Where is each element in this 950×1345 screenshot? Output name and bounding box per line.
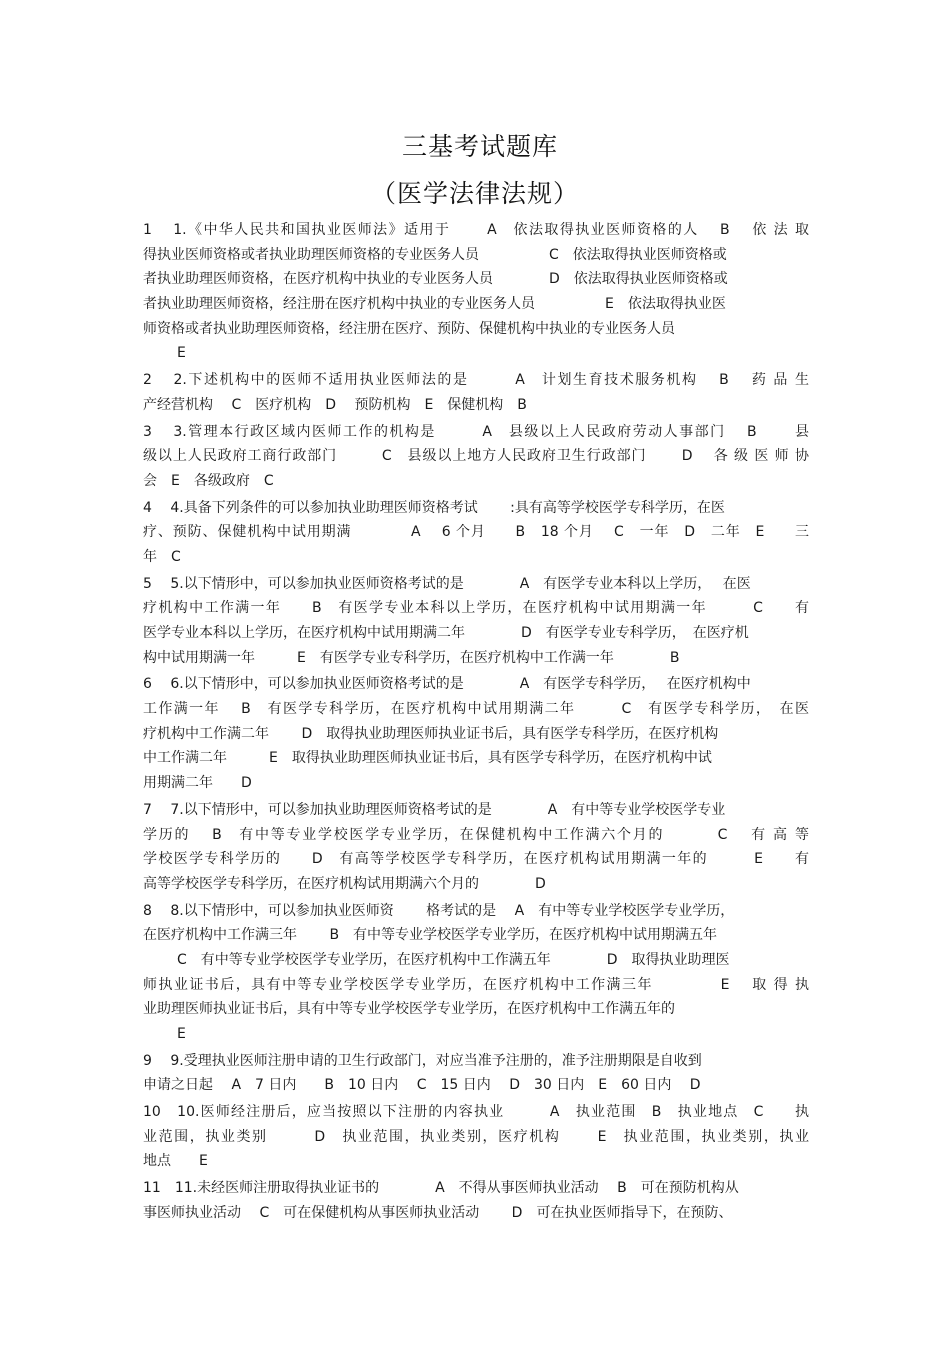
question-text-line: 会 E 各级政府 C: [143, 472, 274, 489]
question-text-line: 8 8.以下情形中，可以参加执业医师资 格考试的是 A 有中等专业学校医学专业学历，: [143, 902, 735, 919]
question-text-line: 事医师执业活动 C 可在保健机构从事医师执业活动 D 可在执业医师指导下，在预防、: [143, 1204, 733, 1221]
question-item: [143, 1176, 809, 1225]
question-text-line: 疗、预防、保健机构中试用期满 A 6 个月 B 18 个月 C 一年 D 二年 E 三: [143, 524, 809, 541]
question-text-line: 4 4.具备下列条件的可以参加执业助理医师资格考试 :具有高等学校医学专科学历，在医: [143, 499, 725, 516]
question-text-line: 者执业助理医师资格，在医疗机构中执业的专业医务人员 D 依法取得执业医师资格或: [143, 271, 728, 288]
question-item: [143, 1100, 809, 1174]
question-text-line: 11 11.未经医师注册取得执业证书的 A 不得从事医师执业活动 B 可在预防机构从: [143, 1180, 739, 1197]
question-text-line: C 有中等专业学校医学专业学历，在医疗机构中工作满五年 D 取得执业助理医: [177, 951, 730, 968]
question-text-line: 疗机构中工作满二年 D 取得执业助理医师执业证书后，具有医学专科学历，在医疗机构: [143, 725, 719, 742]
question-text-line: 6 6.以下情形中，可以参加执业医师资格考试的是 A 有医学专科学历， 在医疗机构中: [143, 676, 751, 693]
question-text-line: 高等学校医学专科学历，在医疗机构试用期满六个月的 D: [143, 875, 546, 892]
question-text-line: 申请之日起 A 7 日内 B 10 日内 C 15 日内 D 30 日内 E 60 日内 D: [143, 1077, 701, 1094]
question-item: [143, 798, 809, 897]
question-text-line: 1 1.《中华人民共和国执业医师法》适用于 A 依法取得执业医师资格的人 B 依 法 取: [143, 222, 809, 238]
question-item: [143, 572, 809, 671]
question-item: [143, 218, 809, 366]
question-text-line: 得执业医师资格或者执业助理医师资格的专业医务人员 C 依法取得执业医师资格或: [143, 246, 727, 263]
question-text-line: 中工作满二年 E 取得执业助理医师执业证书后，具有医学专科学历，在医疗机构中试: [143, 750, 712, 767]
question-text-line: 2 2.下述机构中的医师不适用执业医师法的是 A 计划生育技术服务机构 B 药 品 生: [143, 372, 809, 389]
question-item: [143, 496, 809, 570]
question-text-line: E: [177, 1026, 186, 1042]
question-text-line: 在医疗机构中工作满三年 B 有中等专业学校医学专业学历，在医疗机构中试用期满五年: [143, 927, 718, 944]
question-text-line: 10 10.医师经注册后，应当按照以下注册的内容执业 A 执业范围 B 执业地点 C 执: [143, 1104, 809, 1121]
question-text-line: 7 7.以下情形中，可以参加执业助理医师资格考试的是 A 有中等专业学校医学专业: [143, 801, 726, 818]
question-list: [143, 218, 809, 1228]
question-text-line: 工作满一年 B 有医学专科学历，在医疗机构中试用期满二年 C 有医学专科学历， 在医: [143, 701, 809, 718]
question-text-line: 学校医学专科学历的 D 有高等学校医学专科学历，在医疗机构试用期满一年的 E 有: [143, 851, 809, 868]
document-title: 三基考试题库: [401, 132, 558, 161]
question-text-line: E: [177, 345, 186, 362]
question-text-line: 者执业助理医师资格，经注册在医疗机构中执业的专业医务人员 E 依法取得执业医: [143, 296, 726, 313]
question-text-line: 构中试用期满一年 E 有医学专业专科学历，在医疗机构中工作满一年 B: [143, 649, 680, 666]
question-text-line: 年 C: [143, 548, 181, 565]
question-text-line: 3 3.管理本行政区域内医师工作的机构是 A 县级以上人民政府劳动人事部门 B 县: [143, 423, 809, 440]
question-text-line: 用期满二年 D: [143, 775, 252, 792]
question-text-line: 地点 E: [143, 1153, 208, 1170]
document-subtitle: （医学法律法规）: [370, 179, 579, 208]
question-text-line: 医学专业本科以上学历，在医疗机构中试用期满二年 D 有医学专业专科学历， 在医疗机: [143, 625, 749, 641]
question-text-line: 5 5.以下情形中，可以参加执业医师资格考试的是 A 有医学专业本科以上学历， 在医: [143, 575, 751, 592]
question-text-line: 师资格或者执业助理医师资格，经注册在医疗、预防、保健机构中执业的专业医务人员: [143, 320, 675, 337]
question-text-line: 级以上人民政府工商行政部门 C 县级以上地方人民政府卫生行政部门 D 各 级 医 师 协: [143, 448, 809, 465]
question-item: [143, 368, 809, 417]
question-item: [143, 899, 809, 1047]
question-text-line: 业范围，执业类别 D 执业范围，执业类别，医疗机构 E 执业范围，执业类别，执业: [143, 1128, 809, 1145]
question-item: [143, 420, 809, 494]
question-text-line: 业助理医师执业证书后，具有中等专业学校医学专业学历，在医疗机构中工作满五年的: [143, 1001, 675, 1018]
question-item: [143, 672, 809, 795]
question-text-line: 9 9.受理执业医师注册申请的卫生行政部门，对应当准予注册的，准予注册期限是自收到: [143, 1052, 702, 1069]
question-item: [143, 1049, 809, 1098]
question-text-line: 师执业证书后，具有中等专业学校医学专业学历，在医疗机构中工作满三年 E 取 得 执: [143, 976, 809, 993]
question-text-line: 产经营机构 C 医疗机构 D 预防机构 E 保健机构 B: [143, 396, 527, 413]
question-text-line: 疗机构中工作满一年 B 有医学专业本科以上学历，在医疗机构中试用期满一年 C 有: [143, 600, 809, 617]
question-text-line: 学历的 B 有中等专业学校医学专业学历，在保健机构中工作满六个月的 C 有 高 等: [143, 826, 809, 843]
